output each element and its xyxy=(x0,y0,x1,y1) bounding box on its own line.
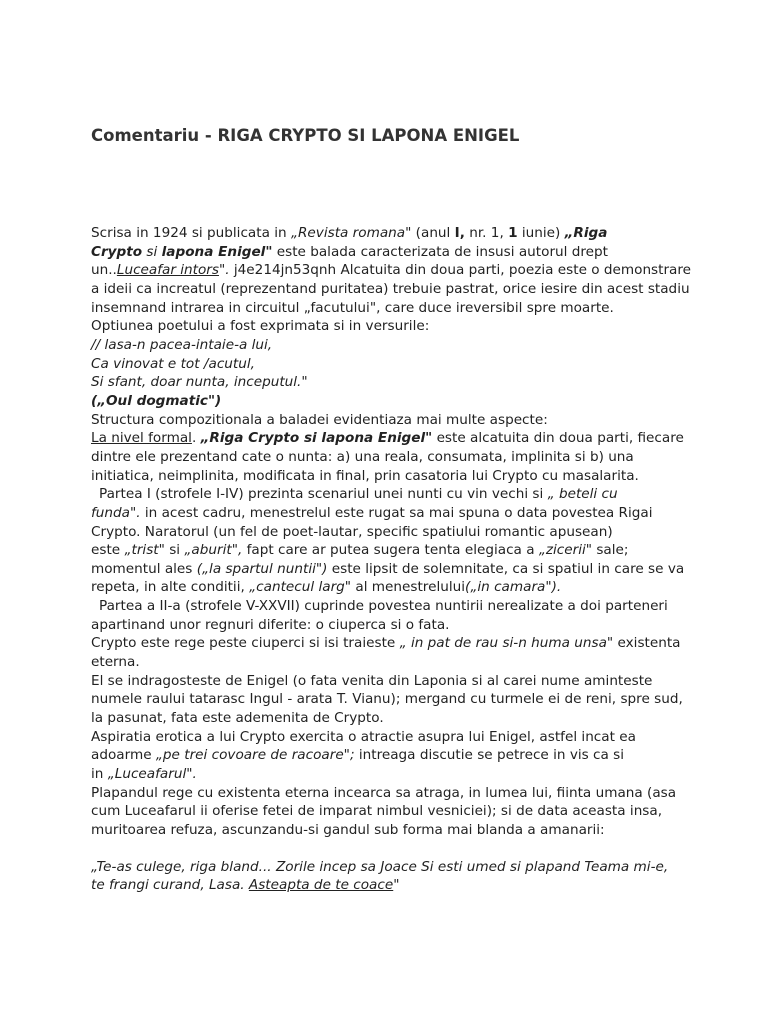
text-line xyxy=(91,336,691,355)
text-line xyxy=(91,765,691,784)
text-line xyxy=(91,821,691,840)
text-line xyxy=(91,448,691,467)
text-line xyxy=(91,578,691,597)
text-run: „Luceafarul". xyxy=(107,766,197,783)
text-run: repeta, in alte conditii, xyxy=(91,579,250,596)
text-run: . xyxy=(191,430,201,447)
text-line xyxy=(91,541,691,560)
text-run: la pasunat, fata este ademenita de Crypto. xyxy=(91,710,384,727)
text-run: al menestrelului xyxy=(351,579,466,596)
text-run: Crypto este rege peste ciuperci si isi traieste xyxy=(91,635,400,652)
text-line xyxy=(91,616,691,635)
text-run: muritoarea refuza, ascunzandu-si gandul sub forma mai blanda a amanarii: xyxy=(91,822,605,838)
text-line xyxy=(91,504,691,523)
text-run: Optiunea poetului a fost exprimata si in versurile: xyxy=(91,318,430,335)
text-run: Luceafar intors xyxy=(116,262,219,279)
text-run: si xyxy=(164,542,185,559)
text-run: j4e214jn53qnh Alcatuita din doua parti, poezia este o demonstrare xyxy=(233,262,692,279)
text-line xyxy=(91,746,691,765)
text-line xyxy=(91,672,691,691)
text-run: a ideii ca increatul (reprezentand puritatea) trebuie pastrat, orice iesire din acest stadiu xyxy=(91,280,690,297)
text-run: este balada caracterizata de insusi autorul drept xyxy=(272,243,608,260)
text-run: este alcatuita din doua parti, fiecare xyxy=(432,430,684,447)
text-run: „aburit", xyxy=(184,542,243,559)
text-run: si xyxy=(142,243,162,260)
text-line xyxy=(91,858,691,877)
text-run: este lipsit de solemnitate, ca si spatiul in care se va xyxy=(327,560,685,577)
text-run: „Revista romana xyxy=(290,225,406,241)
text-line xyxy=(91,373,691,392)
text-run: Partea a II-a (strofele V-XXVII) cuprinde povestea nuntirii nerealizate a doi parteneri xyxy=(99,598,668,615)
text-run: („in camara"). xyxy=(465,579,562,596)
text-run: („la spartul nuntii") xyxy=(196,560,328,577)
text-line xyxy=(91,317,691,336)
text-line xyxy=(91,429,691,448)
text-run: cum Luceafarul ii oferise fetei de imparat nimbul vesniciei); si de data aceasta insa, xyxy=(91,803,663,820)
text-line xyxy=(91,876,691,895)
text-run: „cantecul larg" xyxy=(249,579,352,596)
text-run: " xyxy=(393,877,400,894)
text-run: iunie) xyxy=(517,225,565,241)
paragraph-gap xyxy=(91,840,691,858)
text-run: „trist" xyxy=(124,542,165,559)
text-run: Structura compozitionala a baladei evidentiaza mai multe aspecte: xyxy=(91,411,548,428)
text-line xyxy=(91,597,691,616)
text-line xyxy=(91,355,691,374)
text-run: „pe trei covoare de racoare"; xyxy=(155,747,355,764)
text-line xyxy=(91,411,691,430)
text-run: 1 xyxy=(508,225,518,241)
text-run: existenta xyxy=(613,635,681,652)
text-line xyxy=(91,653,691,672)
text-run: „Riga Crypto si lapona Enigel" xyxy=(200,430,433,447)
text-run: Plapandul rege cu existenta eterna incearca sa atraga, in lumea lui, fiinta umana (asa xyxy=(91,784,677,801)
text-run: funda". xyxy=(91,504,141,521)
text-run: „Te-as culege, riga bland... Zorile incep sa Joace Si esti umed si plapand Teama mi-e, xyxy=(91,858,669,875)
text-run: nr. 1, xyxy=(464,225,509,241)
text-run: „zicerii" xyxy=(538,542,593,559)
text-line xyxy=(91,634,691,653)
text-run: in acest cadru, menestrelul este rugat sa mai spuna o data povestea Rigai xyxy=(140,504,653,521)
text-run: Aspiratia erotica a lui Crypto exercita o atractie asupra lui Enigel, astfel incat ea xyxy=(91,728,636,745)
text-line xyxy=(91,280,691,299)
text-run: // lasa-n pacea-intaie-a lui, xyxy=(91,336,273,353)
text-line xyxy=(91,560,691,579)
text-run: lapona Enigel" xyxy=(161,243,273,260)
text-line xyxy=(91,784,691,803)
text-run: insemnand intrarea in circuitul „facutului", care duce ireversibil spre moarte. xyxy=(91,299,614,316)
text-run: in xyxy=(91,766,108,783)
text-run: numele raului tatarasc Ingul - arata T. Vianu); mergand cu turmele ei de reni, spre sud, xyxy=(91,691,683,708)
document-body xyxy=(91,224,691,895)
text-run: „ in pat de rau si-n huma unsa" xyxy=(399,635,614,652)
page-title: Comentariu - RIGA CRYPTO SI LAPONA ENIGEL xyxy=(91,126,520,145)
text-line xyxy=(91,261,691,280)
text-run: un.. xyxy=(91,262,117,279)
text-run: " (anul xyxy=(405,225,455,241)
text-run: „Riga xyxy=(564,225,608,241)
text-line xyxy=(91,243,691,262)
text-line xyxy=(91,802,691,821)
text-line xyxy=(91,392,691,411)
text-run: „ beteli cu xyxy=(547,486,618,503)
text-line xyxy=(91,523,691,542)
text-run: Ca vinovat e tot /acutul, xyxy=(91,355,255,372)
text-run: momentul ales xyxy=(91,560,197,577)
text-run: Scrisa in 1924 si publicata in xyxy=(91,225,291,241)
text-run: („Oul dogmatic") xyxy=(91,392,222,409)
text-run: Si sfant, doar nunta, inceputul." xyxy=(91,374,308,391)
text-run: Crypto xyxy=(91,243,143,260)
text-line xyxy=(91,467,691,486)
text-run: eterna. xyxy=(91,654,140,671)
text-run: dintre ele prezentand cate o nunta: a) una reala, consumata, implinita si b) una xyxy=(91,448,634,465)
text-line xyxy=(91,485,691,504)
text-run: initiatica, neimplinita, modificata in final, prin casatoria lui Crypto cu masalarita. xyxy=(91,467,639,484)
text-line xyxy=(91,224,691,243)
text-run: La nivel formal xyxy=(91,430,192,447)
text-run: El se indragosteste de Enigel (o fata venita din Laponia si al carei nume aminteste xyxy=(91,672,653,689)
text-run: sale; xyxy=(592,542,629,559)
text-run: fapt care ar putea sugera tenta elegiaca a xyxy=(242,542,539,559)
text-run: ". xyxy=(218,262,234,279)
text-line xyxy=(91,728,691,747)
text-run: adoarme xyxy=(91,747,156,764)
text-run: intreaga discutie se petrece in vis ca si xyxy=(354,747,625,764)
text-run: apartinand unor regnuri diferite: o ciuperca si o fata. xyxy=(91,616,450,633)
text-run: te frangi curand, Lasa. xyxy=(91,877,249,894)
text-line xyxy=(91,690,691,709)
text-run: Asteapta de te coace xyxy=(248,877,394,894)
text-run: este xyxy=(91,542,125,559)
text-run: Crypto. Naratorul (un fel de poet-lautar, specific spatiului romantic apusean) xyxy=(91,523,613,540)
text-run: Partea I (strofele I-IV) prezinta scenariul unei nunti cu vin vechi si xyxy=(99,486,548,503)
text-line xyxy=(91,709,691,728)
text-line xyxy=(91,299,691,318)
text-run: I, xyxy=(454,225,465,241)
